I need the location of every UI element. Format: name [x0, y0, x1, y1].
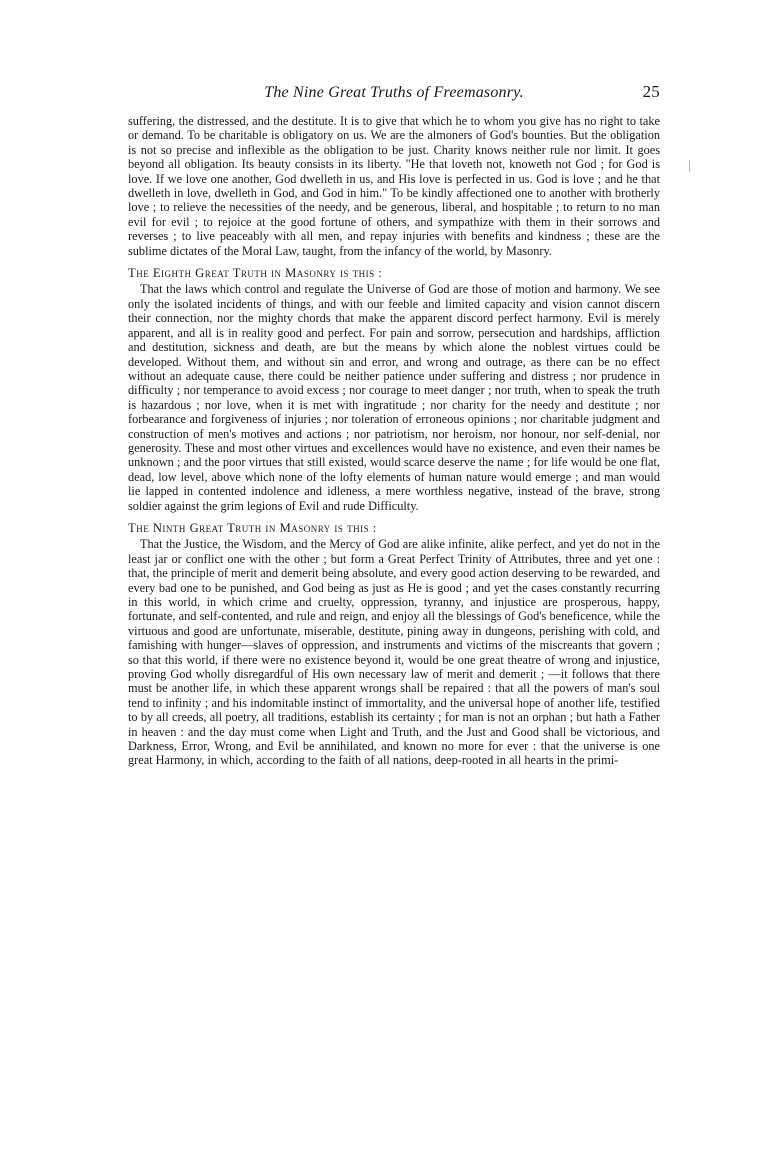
ninth-truth-paragraph: That the Justice, the Wisdom, and the Mercy of God are alike infinite, alike perfect, and yet do not in the least jar or conflict one with the other ; but form a Great Perfect Trinity of Attributes, three and yet one : that, the principle of merit and demerit being absolute, and every good action deserving to be rewarded, and every bad one to be punished, and God being as just as He is good ; and yet the cases constantly recurring in this world, in which crime and cruelty, oppression, tyranny, and injustice are prosperous, happy, fortunate, and self-contented, and rule and reign, and enjoy all the blessings of God's beneficence, while the virtuous and good are unfortunate, miserable, destitute, pining away in dungeons, perishing with cold, and famishing with hunger—slaves of oppression, and instruments and victims of the miscreants that govern ; so that this world, if there were no existence beyond it, would be one great theatre of wrong and injustice, proving God wholly disregardful of His own necessary law of merit and demerit ; —it follows that there must be another life, in which these apparent wrongs shall be repaired : that all the powers of man's soul tend to infinity ; and his indomitable instinct of immortality, and the universal hope of another life, testified to by all creeds, all poetry, all traditions, establish its certainty ; for man is not an orphan ; but hath a Father in heaven : and the day must come when Light and Truth, and the Just and Good shall be victorious, and Darkness, Error, Wrong, and Evil be annihilated, and known no more for ever : that the universe is one great Harmony, in which, according to the faith of all nations, deep-rooted in all hearts in the primi-	[128, 537, 660, 768]
margin-mark	[689, 160, 690, 172]
ninth-truth-heading: The Ninth Great Truth in Masonry is this :	[128, 520, 377, 535]
running-head	[128, 84, 660, 114]
intro-paragraph: suffering, the distressed, and the destitute. It is to give that which he to whom you give has no right to take or demand. To be charitable is obligatory on us. We are the almoners of God's bounties. But the obligation is not so precise and inflexible as the obligation to be just. Charity knows neither rule nor limit. It goes beyond all obligation. Its beauty consists in its liberty. "He that loveth not, knoweth not God ; for God is love. If we love one another, God dwelleth in us, and His love is perfected in us. God is love ; and he that dwelleth in love, dwelleth in God, and God in him." To be kindly affectioned one to another with brotherly love ; to relieve the necessities of the needy, and be generous, liberal, and hospitable ; to return to no man evil for evil ; to rejoice at the good fortune of others, and sympathize with them in their sorrows and reverses ; to live peaceably with all men, and repay injuries with benefits and kindness ; these are the sublime dictates of the Moral Law, taught, from the infancy of the world, by Masonry.	[128, 114, 660, 258]
running-title: The Nine Great Truths of Freemasonry.	[264, 84, 524, 101]
body-text	[128, 114, 660, 768]
page-number: 25	[642, 84, 660, 101]
page	[128, 84, 660, 1144]
eighth-truth-heading: The Eighth Great Truth in Masonry is this :	[128, 266, 383, 281]
eighth-truth-paragraph: That the laws which control and regulate the Universe of God are those of motion and harmony. We see only the isolated incidents of things, and with our feeble and limited capacity and vision cannot discern their connection, nor the mighty chords that make the apparent discord perfect harmony. Evil is merely apparent, and all is in reality good and perfect. For pain and sorrow, persecution and hardships, affliction and destitution, sickness and death, are but the means by which alone the noblest virtues could be developed. Without them, and without sin and error, and wrong and outrage, as there can be no effect without an adequate cause, there could be neither patience under suffering and distress ; nor prudence in difficulty ; nor temperance to avoid excess ; nor courage to meet danger ; nor truth, when to speak the truth is hazardous ; nor love, when it is met with ingratitude ; nor charity for the needy and destitute ; nor forbearance and forgiveness of injuries ; nor toleration of erroneous opinions ; nor charitable judgment and construction of men's motives and actions ; nor patriotism, nor heroism, nor honour, nor self-denial, nor generosity. These and most other virtues and excellences would have no existence, and even their names be unknown ; and the poor virtues that still existed, would scarce deserve the name ; for life would be one flat, dead, low level, above which none of the lofty elements of human nature would emerge ; and man would lie lapped in contented indolence and idleness, a mere worthless negative, instead of the brave, strong soldier against the grim legions of Evil and rude Difficulty.	[128, 282, 660, 513]
